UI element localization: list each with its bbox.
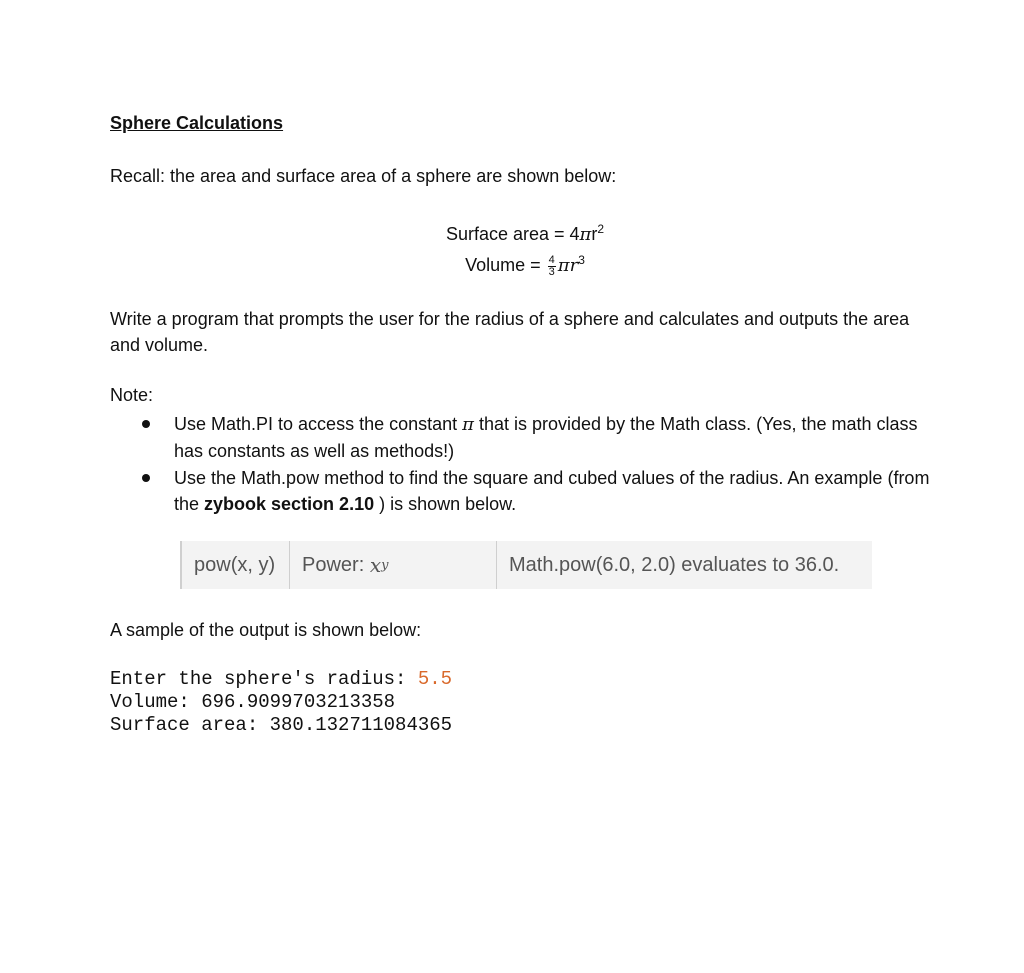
math-y: y <box>381 557 389 573</box>
fraction-numerator: 4 <box>548 253 555 266</box>
page-title: Sphere Calculations <box>110 113 284 133</box>
output-prompt: Enter the sphere's radius: <box>110 668 418 690</box>
fraction-denominator: 3 <box>548 265 555 278</box>
radius-symbol: r <box>569 255 579 276</box>
table-cell-example: Math.pow(6.0, 2.0) evaluates to 36.0. <box>496 541 872 589</box>
sample-output-label: A sample of the output is shown below: <box>110 620 422 640</box>
volume-formula <box>110 247 940 278</box>
bullet-icon <box>142 420 150 428</box>
zybook-reference: zybook section 2.10 <box>204 494 375 514</box>
instructions-paragraph: Write a program that prompts the user for the radius of a sphere and calculates and outputs the area and volume. <box>110 309 910 355</box>
output-volume-line: Volume: 696.9099703213358 <box>110 691 396 713</box>
table-cell-description <box>290 541 496 589</box>
recall-text: Recall: the area and surface area of a sphere are shown below: <box>110 166 617 186</box>
radius-symbol: r <box>591 224 598 244</box>
table-cell-function: pow(x, y) <box>180 541 290 589</box>
surface-area-formula <box>110 216 940 247</box>
pi-symbol: π <box>557 255 570 276</box>
pi-symbol: π <box>462 414 474 435</box>
exponent: 3 <box>578 253 585 267</box>
note-label: Note: <box>110 385 154 405</box>
output-surface-line: Surface area: 380.132711084365 <box>110 714 453 736</box>
list-item <box>110 411 940 464</box>
math-x: x <box>369 553 382 577</box>
exponent: 2 <box>597 222 605 236</box>
pow-example-table <box>180 541 872 589</box>
bullet-text: Use Math.PI to access the constant <box>174 414 463 434</box>
output-user-input: 5.5 <box>417 668 453 690</box>
bullet-text: ) is shown below. <box>374 494 517 514</box>
surface-area-label: Surface area = 4 <box>445 224 580 244</box>
fraction <box>548 255 556 278</box>
bullet-text: Use the Math.pow method to find the square and cubed values of the radius. An example (from the <box>174 468 930 514</box>
note-list <box>110 411 940 518</box>
list-item <box>110 465 940 517</box>
pi-symbol: π <box>579 224 592 245</box>
volume-label: Volume = <box>465 255 546 275</box>
formula-block <box>110 216 940 278</box>
sample-output-block <box>110 668 452 737</box>
bullet-icon <box>142 474 150 482</box>
description-text: Power: <box>302 553 365 576</box>
bullet-text: that is provided by the Math class. (Yes, the math class has constants as well as methods!) <box>174 414 918 461</box>
